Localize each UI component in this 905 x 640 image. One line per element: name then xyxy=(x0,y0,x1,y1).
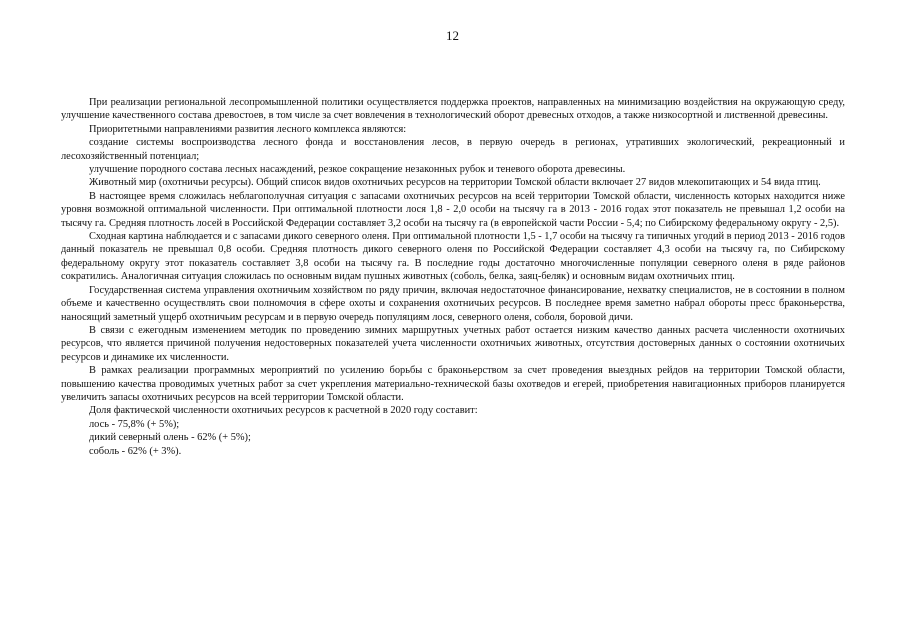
page-number: 12 xyxy=(446,28,459,43)
paragraph-target-heading: Доля фактической численности охотничьих ресурсов к расчетной в 2020 году составит: xyxy=(89,405,478,417)
paragraph-census-methods: В связи с ежегодным изменением методик по проведению зимних маршрутных учетных работ остается низким качество данных расчета численности охотничьих ресурсов, что является причиной получения недостоверных показателей учета численности охотничьих животных, отсутствия достоверных данных о состоянии охотничьих ресурсов и динамике их численности. xyxy=(61,324,845,363)
paragraph-forestry-policy: При реализации региональной лесопромышленной политики осуществляется поддержка проектов, направленных на минимизацию воздействия на окружающую среду, улучшение качественного состава древостоев, в том числе за счет вовлечения в технологический оборот древесных отходов, а также низкосортной и лиственной древесины. xyxy=(61,97,845,122)
target-item-reindeer: дикий северный олень - 62% (+ 5%); xyxy=(89,432,251,444)
paragraph-anti-poaching: В рамках реализации программных мероприятий по усилению борьбы с браконьерством за счет проведения выездных рейдов на территории Томской области, повышению качества проводимых учетных работ за счет укрепления материально-технической базы охотведов и егерей, приобретения навигационных приборов планируется увеличить запасы охотничьих ресурсов на всей территории Томской области. xyxy=(61,365,845,403)
target-item-sable: соболь - 62% (+ 3%). xyxy=(89,445,182,457)
paragraph-moose-density: В настоящее время сложилась неблагополучная ситуация с запасами охотничьих ресурсов на всей территории Томской области, численность которых находится ниже уровня возможной оптимальной численности. При оптимальной плотности лося 1,8 - 2,0 особи на тысячу га в 2013 - 2016 годах этот показатель не превышал 1,2 особи на тысячу га. Средняя плотность лосей в Российской Федерации составляет 3,2 особи на тысячу га (в европейской части России - 5,4; по Сибирскому федеральному округу - 2,5). xyxy=(61,190,845,229)
document-body xyxy=(61,96,845,458)
paragraph-priority-reforestation: создание системы воспроизводства лесного фонда и восстановления лесов, в первую очередь в регионах, утративших экологический, рекреационный и лесохозяйственный потенциал; xyxy=(61,137,845,162)
paragraph-reindeer-density: Сходная картина наблюдается и с запасами дикого северного оленя. При оптимальной плотности 1,5 - 1,7 особи на тысячу га типичных угодий в период 2013 - 2016 годов данный показатель не превышал 0,8 особи. Средняя плотность дикого северного оленя по Российской Федерации составляет 4,3 особи на тысячу га, по Сибирскому федеральному округу этот показатель составляет 3,8 особи на тысячу га. В последние годы достаточно многочисленные популяции северного оленя в ряде районов сократились. Аналогичная ситуация сложилась по основным видам пушных животных (соболь, белка, заяц-беляк) и основным видам охотничьих птиц. xyxy=(61,231,845,283)
paragraph-priorities-heading: Приоритетными направлениями развития лесного комплекса являются: xyxy=(89,123,407,135)
paragraph-priority-species-composition: улучшение породного состава лесных насаждений, резкое сокращение незаконных рубок и теневого оборота древесины. xyxy=(89,164,626,176)
paragraph-wildlife-overview: Животный мир (охотничьи ресурсы). Общий список видов охотничьих ресурсов на территории Томской области включает 27 видов млекопитающих и 54 вида птиц. xyxy=(89,177,821,189)
target-item-moose: лось - 75,8% (+ 5%); xyxy=(89,418,180,430)
paragraph-management-system: Государственная система управления охотничьим хозяйством по ряду причин, включая недостаточное финансирование, нехватку специалистов, не в состоянии в полном объеме и качественно осуществлять свои полномочия в сфере охоты и сохранения охотничьих ресурсов. В последнее время заметно набрал обороты пресс браконьерства, наносящий заметный ущерб охотничьим ресурсам и в первую очередь популяциям лося, северного оленя, соболя, боровой дичи. xyxy=(61,284,845,323)
